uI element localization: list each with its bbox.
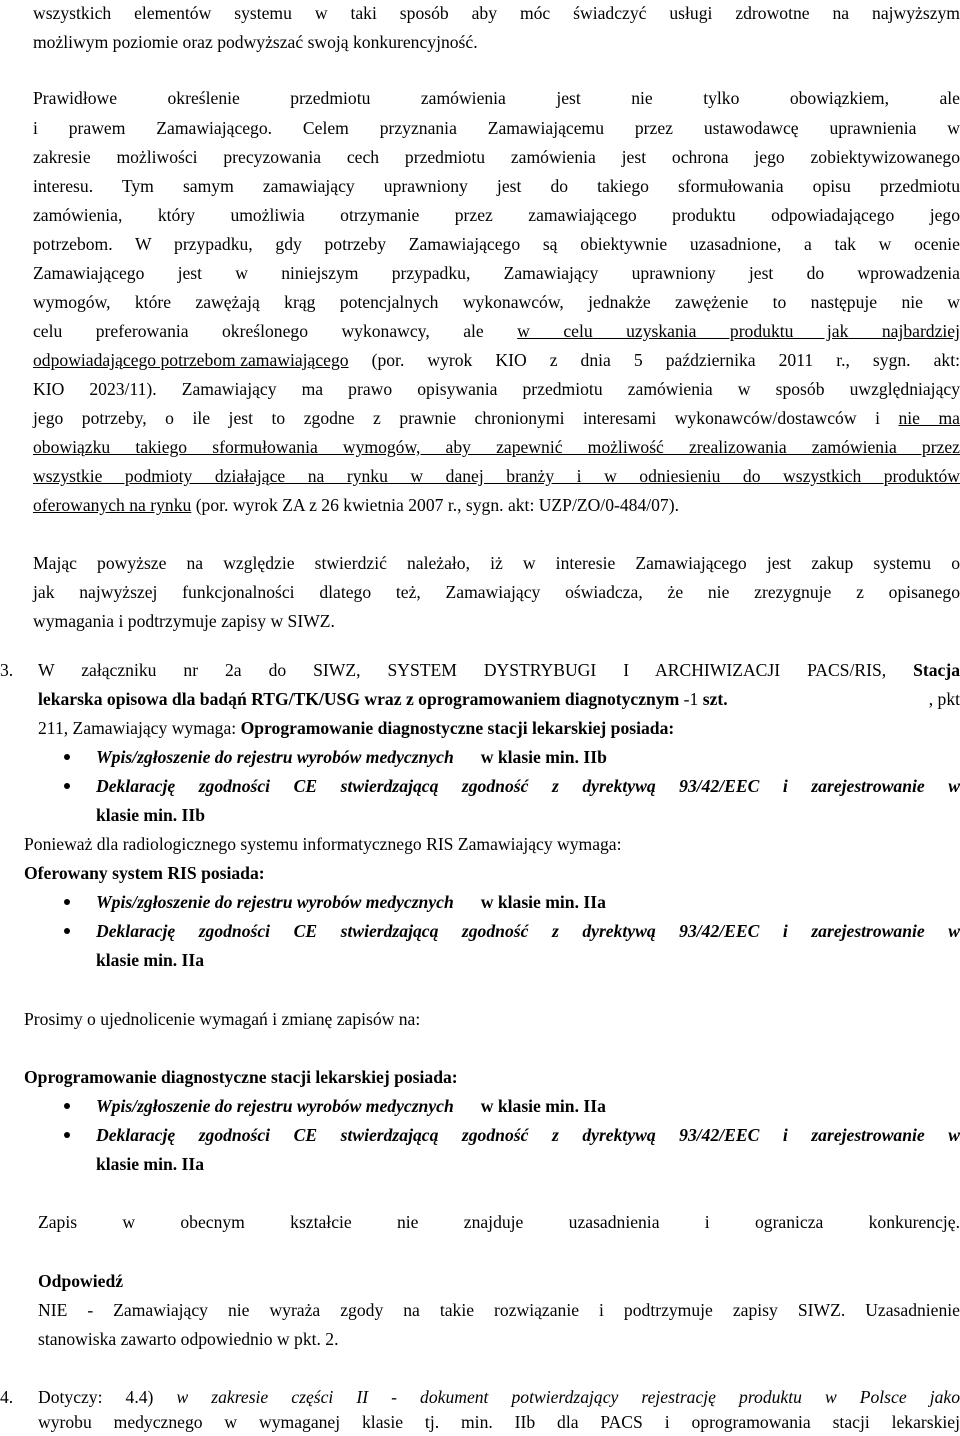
bullet-item-cont: klasie min. IIa: [96, 950, 205, 970]
p2-text: (por. wyrok ZA z 26 kwietnia 2007 r., sygn. akt: UZP/ZO/0-484/07).: [191, 495, 679, 515]
p2-line: zakresie możliwości precyzowania cech przedmiotu zamówienia jest ochrona jego zobiektywizowanego: [33, 147, 960, 167]
q3-text: , pkt: [928, 689, 960, 709]
bullet-text: w klasie min. IIa: [480, 1096, 606, 1116]
p2-line: [33, 349, 960, 371]
p2-line: wymogów, które zawężają krąg potencjalnych wykonawców, jednakże zawężenie to następuje nie w: [33, 292, 960, 312]
bullet-item: [96, 746, 607, 768]
p2-text: (por. wyrok KIO z dnia 5 października 2011 r., sygn. akt:: [348, 350, 960, 370]
p2-line: obowiązku takiego sformułowania wymogów, aby zapewnić możliwość zrealizowania zamówienia przez: [33, 437, 960, 457]
request-heading: Oprogramowanie diagnostyczne stacji lekarskiej posiada:: [24, 1067, 458, 1087]
bullet-text: Wpis/zgłoszenie do rejestru wyrobów medycznych: [96, 892, 454, 912]
p2-line: [33, 320, 960, 342]
q3-text: -1: [679, 689, 703, 709]
bullet-text: w klasie min. IIb: [480, 747, 607, 767]
bullet-icon: [64, 754, 70, 760]
p3-line: Mając powyższe na względzie stwierdzić należało, iż w interesie Zamawiającego jest zakup systemu o: [33, 553, 960, 573]
bullet-item: Deklarację zgodności CE stwierdzającą zgodność z dyrektywą 93/42/EEC i zarejestrowanie w: [96, 921, 960, 941]
p2-line: [33, 407, 960, 429]
p2-line: [33, 494, 679, 516]
answer-text: Uzasadnienie: [845, 1300, 960, 1320]
p2-line: zamówienia, który umożliwia otrzymanie przez zamawiającego produktu odpowiadającego jego: [33, 205, 960, 225]
p2-underlined-text: w celu uzyskania produktu jak najbardziej: [517, 321, 960, 341]
p1-line: wszystkich elementów systemu w taki sposób aby móc świadczyć usługi zdrowotne na najwyższym: [33, 3, 960, 23]
bullet-text: Wpis/zgłoszenie do rejestru wyrobów medycznych: [96, 747, 454, 767]
p3-line: wymagania i podtrzymuje zapisy w SIWZ.: [33, 611, 335, 631]
q3-text: W załączniku nr 2a do SIWZ, SYSTEM DYSTRYBUGI I ARCHIWIZACJI PACS/RIS,: [38, 660, 914, 680]
p3-line: jak najwyższej funkcjonalności dlatego też, Zamawiający oświadcza, że nie zrezygnuje z opisanego: [33, 582, 960, 602]
q3-line: [38, 688, 960, 710]
zapis-text: Zapis w obecnym kształcie nie znajduje uzasadnienia i ogranicza konkurencję.: [38, 1212, 960, 1232]
answer-line: stanowiska zawarto odpowiednio w pkt. 2.: [38, 1329, 339, 1349]
q4-italic-text: w zakresie części II - dokument potwierdzający rejestrację produktu w Polsce jako: [176, 1387, 960, 1407]
q3-bold-text: Stacja: [913, 660, 960, 680]
q3-bold-text: Oprogramowanie diagnostyczne stacji lekarskiej posiada:: [240, 718, 675, 738]
p2-underlined-text: oferowanych na rynku: [33, 495, 192, 515]
q4-line: [38, 1386, 960, 1408]
answer-text: NIE - Zamawiający nie wyraża zgody na takie rozwiązanie i podtrzymuje zapisy SIWZ.: [38, 1300, 846, 1320]
bullet-icon: [64, 899, 70, 905]
bullet-item: Deklarację zgodności CE stwierdzającą zgodność z dyrektywą 93/42/EEC i zarejestrowanie w: [96, 776, 960, 796]
p2-line: Prawidłowe określenie przedmiotu zamówienia jest nie tylko obowiązkiem, ale: [33, 88, 960, 108]
bullet-item: [96, 891, 606, 913]
q4-text: Dotyczy: 4.4): [38, 1387, 177, 1407]
q3-bold-text: lekarska opisowa dla badąń RTG/TK/USG wraz z oprogramowaniem diagnotycznym: [38, 689, 680, 709]
bullet-text: Wpis/zgłoszenie do rejestru wyrobów medycznych: [96, 1096, 454, 1116]
bullet-item-cont: klasie min. IIb: [96, 805, 206, 825]
p2-line: interesu. Tym samym zamawiający uprawniony jest do takiego sformułowania opisu przedmiotu: [33, 176, 960, 196]
answer-line: [38, 1299, 960, 1321]
bullet-item-cont: klasie min. IIa: [96, 1154, 205, 1174]
p2-underlined-text: nie ma: [898, 408, 960, 428]
item-number: 4.: [0, 1387, 14, 1407]
answer-heading: Odpowiedź: [38, 1271, 124, 1291]
item-number: 3.: [0, 660, 14, 680]
bullet-icon: [64, 783, 70, 789]
q3-text: 211, Zamawiający wymaga:: [38, 718, 241, 738]
p2-line: KIO 2023/11). Zamawiający ma prawo opisywania przedmiotu zamówienia w sposób uwzględniający: [33, 379, 960, 399]
p1-line: możliwym poziomie oraz podwyższać swoją konkurencyjność.: [33, 32, 478, 52]
p2-line: Zamawiającego jest w niniejszym przypadku, Zamawiający uprawniony jest do wprowadzenia: [33, 263, 960, 283]
q3-line: [38, 717, 674, 739]
p2-underlined-text: odpowiadającego potrzebom zamawiającego: [33, 350, 349, 370]
p2-line: wszystkie podmioty działające na rynku w danej branży i w odniesieniu do wszystkich produktów: [33, 466, 960, 486]
request-text: Prosimy o ujednolicenie wymagań i zmianę zapisów na:: [24, 1009, 421, 1029]
p2-line: i prawem Zamawiającego. Celem przyznania Zamawiającemu przez ustawodawcę uprawnienia w: [33, 118, 960, 138]
q3-bold-text: szt.: [702, 689, 728, 709]
p2-line: potrzebom. W przypadku, gdy potrzeby Zamawiającego są obiektywnie uzasadnione, a tak w ocenie: [33, 234, 960, 254]
q4-line: wyrobu medycznego w wymaganej klasie tj. min. IIb dla PACS i oprogramowania stacji lekarskiej: [38, 1412, 960, 1432]
bullet-icon: [64, 1103, 70, 1109]
ris-intro: Ponieważ dla radiologicznego systemu informatycznego RIS Zamawiający wymaga:: [24, 834, 622, 854]
bullet-item: Deklarację zgodności CE stwierdzającą zgodność z dyrektywą 93/42/EEC i zarejestrowanie w: [96, 1125, 960, 1145]
q3-line: [38, 659, 960, 681]
bullet-text: w klasie min. IIa: [480, 892, 606, 912]
bullet-icon: [64, 1132, 70, 1138]
p2-text: celu preferowania określonego wykonawcy, ale: [33, 321, 518, 341]
p2-text: jego potrzeby, o ile jest to zgodne z prawnie chronionymi interesami wykonawców/dostawców i: [33, 408, 899, 428]
ris-heading: Oferowany system RIS posiada:: [24, 863, 265, 883]
bullet-icon: [64, 928, 70, 934]
bullet-item: [96, 1095, 606, 1117]
